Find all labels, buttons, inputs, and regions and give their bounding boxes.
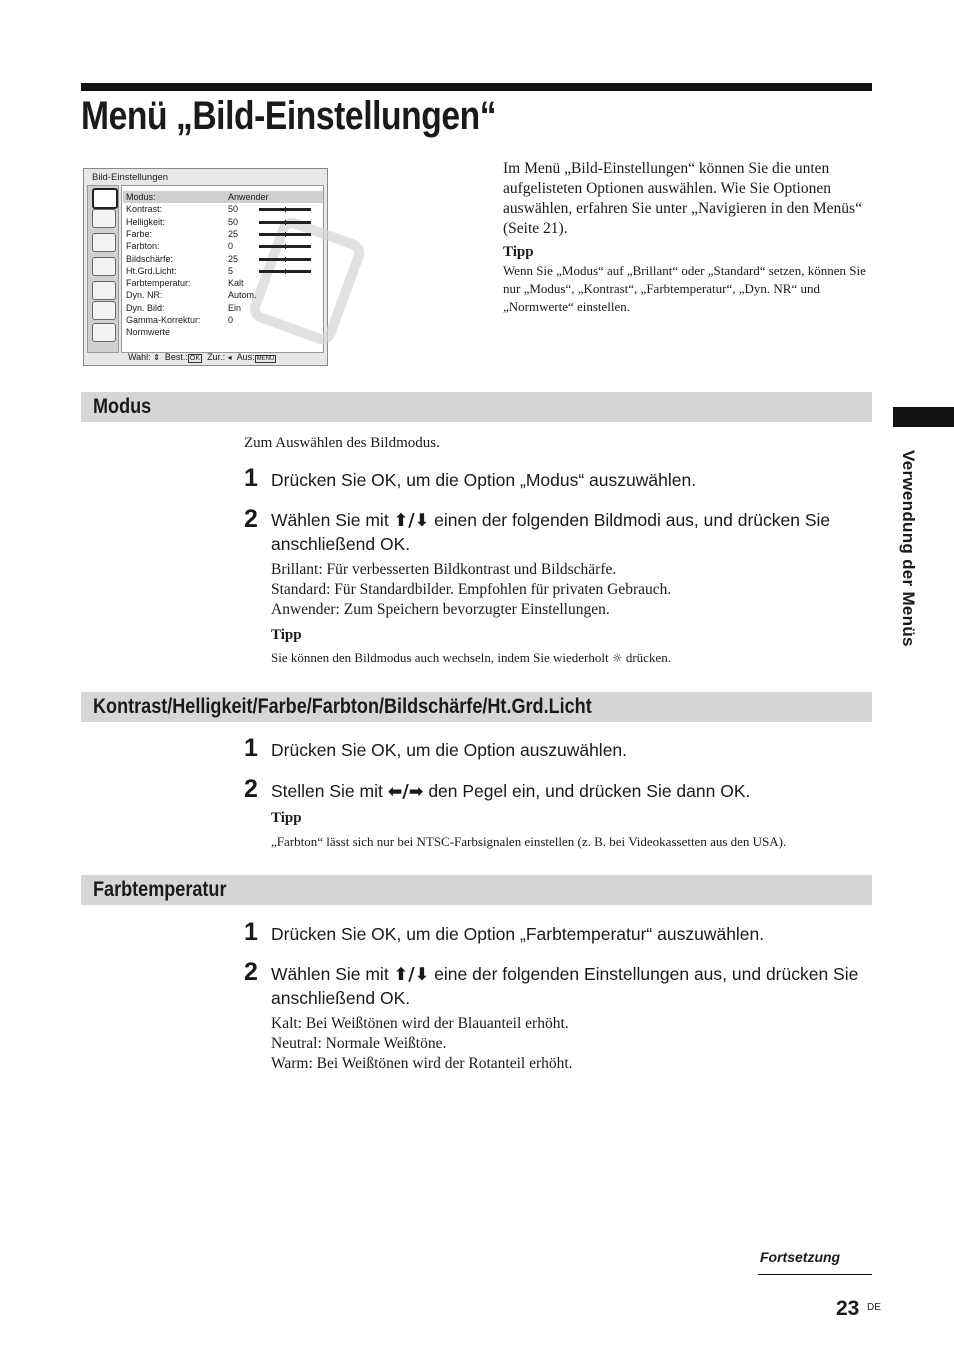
intro-block xyxy=(503,159,875,316)
osd-row-label: Dyn. Bild: xyxy=(126,302,165,313)
step-text: einen der folgenden Bildmodi aus, und drücken Sie anschließend OK. xyxy=(271,510,831,554)
osd-row-value: 25 xyxy=(228,253,239,264)
page-title: Menü „Bild-Einstellungen“ xyxy=(81,94,497,138)
osd-row-value: 0 xyxy=(228,241,234,252)
modus-tip-text xyxy=(271,649,671,667)
modus-step-2 xyxy=(271,509,871,556)
section-heading-text: Kontrast/Helligkeit/Farbe/Farbton/Bildschärfe/Ht.Grd.Licht xyxy=(93,695,592,718)
section-heading-farbtemperatur xyxy=(81,875,872,905)
step-text: Wählen Sie mit xyxy=(271,510,389,530)
osd-row-label: Helligkeit: xyxy=(126,216,166,227)
osd-row-label: Gamma-Korrektur: xyxy=(126,315,201,325)
up-down-arrow-icon: ⬆/⬇ xyxy=(393,965,430,985)
section-heading-text: Modus xyxy=(93,395,152,418)
osd-row-value: 50 xyxy=(228,204,239,215)
step-number: 1 xyxy=(244,918,258,946)
kontrast-step-2 xyxy=(271,780,871,804)
left-right-arrow-icon: ⬅/➡ xyxy=(387,782,424,802)
modus-tip-label: Tipp xyxy=(271,627,302,643)
screen-icon xyxy=(92,233,116,252)
osd-row-label: Kontrast: xyxy=(126,204,163,215)
modus-options xyxy=(271,560,871,620)
osd-level-marker xyxy=(285,244,286,249)
step-text: eine der folgenden Einstellungen aus, und drücken Sie anschließend OK. xyxy=(271,964,859,1008)
osd-row-label: Farbe: xyxy=(126,228,153,239)
farbtemperatur-step-2 xyxy=(271,963,871,1010)
kontrast-tip-text: „Farbton“ lässt sich nur bei NTSC-Farbsignalen einstellen (z. B. bei Videokassetten aus den USA). xyxy=(271,834,787,849)
title-rule xyxy=(81,83,872,91)
step-number: 2 xyxy=(244,505,258,533)
section-heading-text: Farbtemperatur xyxy=(93,878,227,901)
side-tab-marker xyxy=(893,407,954,427)
picture-mode-button-icon: ☼ xyxy=(611,651,623,665)
osd-footer-menu-key: MENU xyxy=(256,356,275,362)
kontrast-tip-label: Tipp xyxy=(271,810,302,826)
tip-text: Sie können den Bildmodus auch wechseln, indem Sie wiederholt xyxy=(271,650,609,665)
osd-level-marker xyxy=(285,207,286,212)
left-arrow-icon: ◂ xyxy=(227,353,232,362)
osd-header: Bild-Einstellungen xyxy=(92,172,169,183)
tv-menu-screenshot xyxy=(83,168,328,366)
step-number: 1 xyxy=(244,464,258,492)
intro-text: Im Menü „Bild-Einstellungen“ können Sie die unten aufgelisteten Optionen auswählen. Wie Sie Optionen auswählen, erfahren Sie unter „Navigieren in den Menüs“ (Seite 21). xyxy=(503,160,862,237)
osd-footer-confirm: Best.: xyxy=(164,352,188,362)
osd-footer-back: Zur.: xyxy=(207,352,226,362)
osd-footer xyxy=(128,352,276,362)
modus-description: Zum Auswählen des Bildmodus. xyxy=(244,435,440,451)
page-number: 23 xyxy=(836,1297,860,1320)
sound-icon xyxy=(92,209,116,228)
setup-icon xyxy=(92,281,116,300)
osd-footer-select: Wahl: xyxy=(128,352,151,362)
option-line: Brillant: Für verbesserten Bildkontrast und Bildschärfe. xyxy=(271,561,617,578)
farbtemperatur-options xyxy=(271,1014,871,1074)
up-down-arrow-icon: ⬆/⬇ xyxy=(393,511,430,531)
osd-row-label: Farbtemperatur: xyxy=(126,278,191,289)
osd-settings-list xyxy=(121,185,324,353)
step-number: 1 xyxy=(244,734,258,762)
osd-level-marker xyxy=(285,220,286,225)
continuation-label: Fortsetzung xyxy=(760,1249,841,1265)
features-icon xyxy=(92,257,116,276)
option-line: Neutral: Normale Weißtöne. xyxy=(271,1035,447,1052)
side-tab-label: Verwendung der Menüs xyxy=(899,450,918,647)
step-number: 2 xyxy=(244,958,258,986)
osd-row-value: 50 xyxy=(228,216,239,227)
osd-icon-column xyxy=(87,185,119,353)
osd-row-label: Ht.Grd.Licht: xyxy=(126,265,177,276)
osd-level-marker xyxy=(285,232,286,237)
step-number: 2 xyxy=(244,775,258,803)
option-line: Kalt: Bei Weißtönen wird der Blauanteil erhöht. xyxy=(271,1015,569,1032)
section-heading-modus xyxy=(81,392,872,422)
section-heading-kontrast xyxy=(81,692,872,722)
kontrast-step-1: Drücken Sie OK, um die Option auszuwählen. xyxy=(271,740,628,760)
option-line: Anwender: Zum Speichern bevorzugter Einstellungen. xyxy=(271,601,610,618)
osd-row-value: 5 xyxy=(228,265,234,276)
timer-icon xyxy=(92,301,116,320)
channel-setup-icon xyxy=(92,323,116,342)
farbtemperatur-step-1: Drücken Sie OK, um die Option „Farbtemperatur“ auszuwählen. xyxy=(271,924,765,944)
picture-icon xyxy=(92,188,118,209)
osd-footer-exit: Aus: xyxy=(236,352,255,362)
tip-text: drücken. xyxy=(625,650,671,665)
osd-row-label: Dyn. NR: xyxy=(126,290,163,301)
option-line: Standard: Für Standardbilder. Empfohlen für privaten Gebrauch. xyxy=(271,581,672,598)
continuation-rule xyxy=(758,1274,872,1275)
osd-footer-ok-key: OK xyxy=(189,355,201,362)
osd-row-value: 25 xyxy=(228,228,239,239)
osd-row-label: Farbton: xyxy=(126,241,160,252)
step-text: Wählen Sie mit xyxy=(271,964,389,984)
osd-row-value: 0 xyxy=(228,315,234,325)
step-text: den Pegel ein, und drücken Sie dann OK. xyxy=(428,781,751,801)
option-line: Warm: Bei Weißtönen wird der Rotanteil erhöht. xyxy=(271,1055,573,1072)
osd-level-marker xyxy=(285,269,286,274)
osd-row-label: Modus: xyxy=(123,191,323,203)
osd-level-marker xyxy=(285,257,286,262)
up-down-icon: ⇕ xyxy=(153,353,160,362)
osd-row-label: Bildschärfe: xyxy=(126,253,174,264)
intro-tip-label: Tipp xyxy=(503,244,534,260)
osd-row-label: Normwerte xyxy=(126,327,171,338)
osd-row-value: Ein xyxy=(228,302,242,313)
osd-row-value: Autom. xyxy=(228,290,257,301)
step-text: Stellen Sie mit xyxy=(271,781,383,801)
osd-row-value: Anwender xyxy=(228,192,269,202)
page-number-suffix: DE xyxy=(867,1302,881,1313)
osd-row-value: Kalt xyxy=(228,278,244,289)
modus-step-1: Drücken Sie OK, um die Option „Modus“ auszuwählen. xyxy=(271,470,697,490)
intro-tip-text: Wenn Sie „Modus“ auf „Brillant“ oder „Standard“ setzen, können Sie nur „Modus“, „Kontrast“, „Farbtemperatur“, „Dyn. NR“ und „Normwerte“ einstellen. xyxy=(503,263,866,314)
